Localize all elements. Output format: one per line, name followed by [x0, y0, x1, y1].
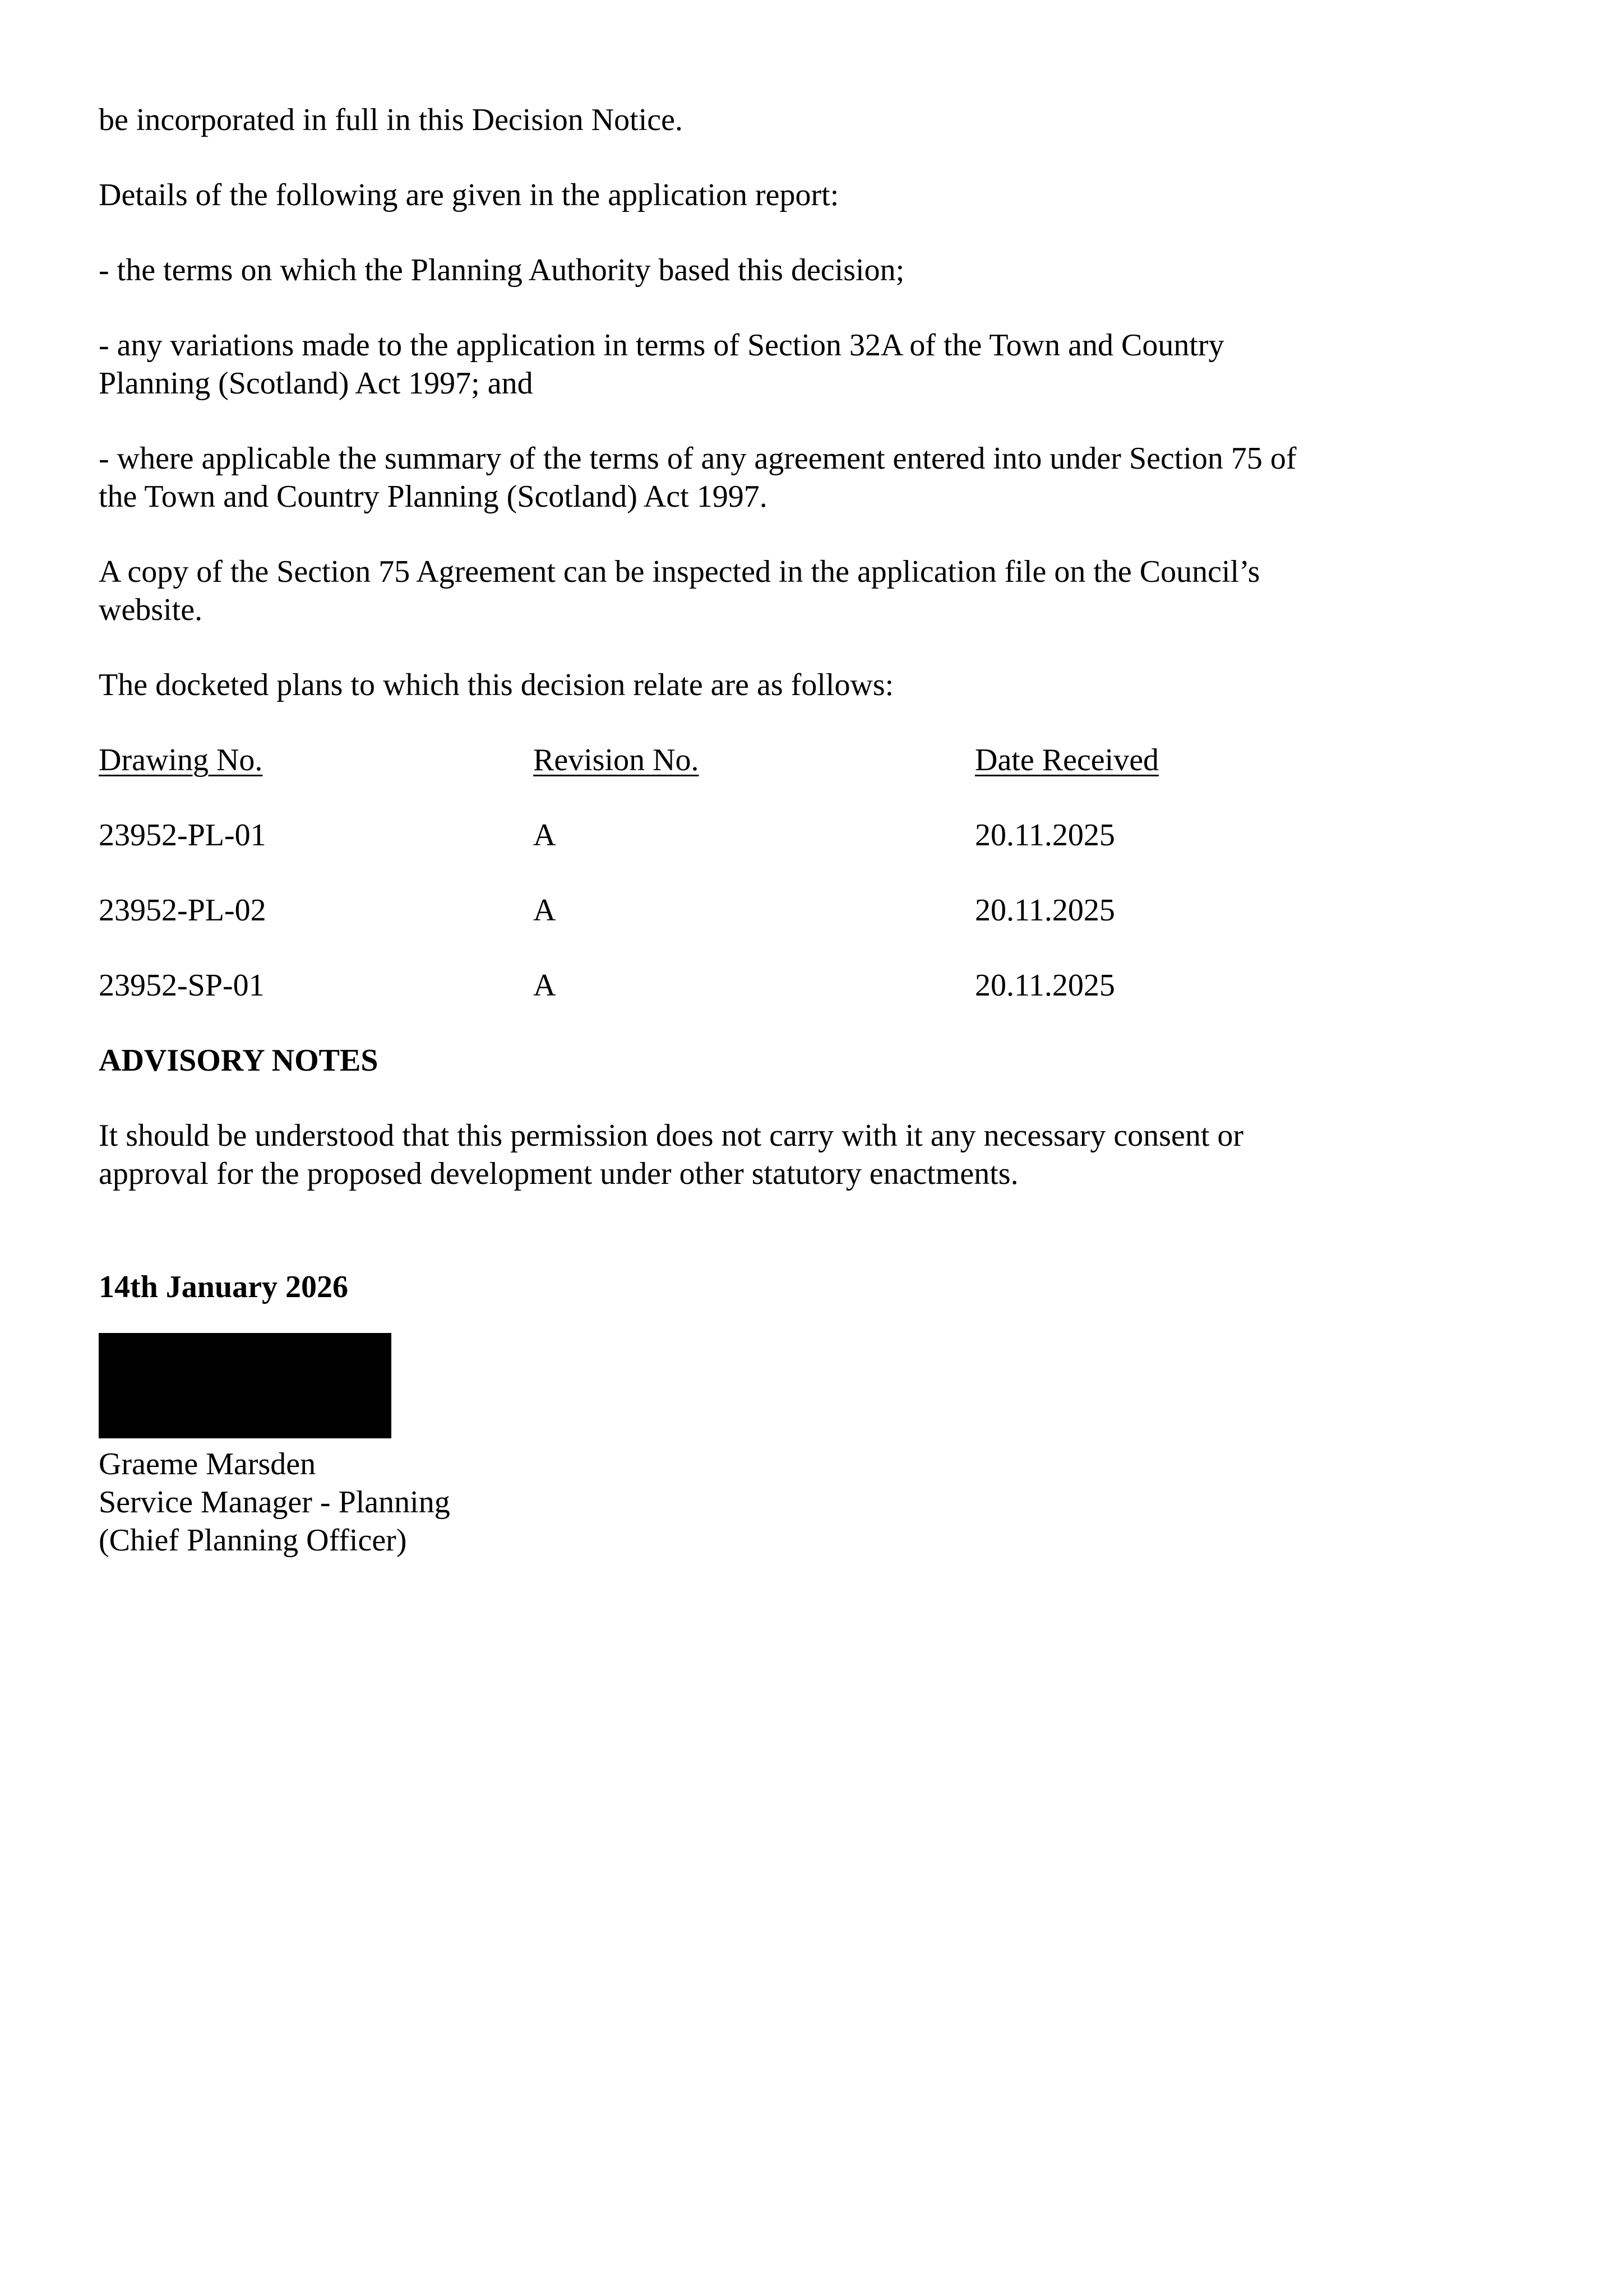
signature-block [99, 1445, 1534, 1559]
plans-table-header-row [99, 741, 1534, 779]
signatory-name: Graeme Marsden [99, 1447, 316, 1482]
cell-revision-no: A [533, 818, 556, 853]
paragraph-incorporated: be incorporated in full in this Decision Notice. [99, 103, 683, 137]
paragraph-section-75-summary [99, 439, 1534, 516]
advisory-text-line1: It should be understood that this permission does not carry with it any necessary consent or [99, 1118, 1244, 1153]
cell-drawing-no: 23952-SP-01 [99, 968, 265, 1003]
paragraph-section-75-line1: - where applicable the summary of the terms of any agreement entered into under Section 75 of [99, 441, 1297, 476]
paragraph-agreement-line2: website. [99, 592, 203, 627]
cell-revision-no: A [533, 968, 556, 1003]
paragraph-docketed-plans: The docketed plans to which this decision relate are as follows: [99, 668, 894, 702]
advisory-notes-heading: ADVISORY NOTES [99, 1043, 378, 1078]
paragraph-variations-line1: - any variations made to the application in terms of Section 32A of the Town and Country [99, 328, 1224, 363]
redacted-signature-block [99, 1333, 391, 1438]
paragraph-details-intro: Details of the following are given in the application report: [99, 178, 839, 212]
advisory-notes-text [99, 1117, 1534, 1193]
decision-date: 14th January 2026 [99, 1270, 348, 1304]
paragraph-variations [99, 326, 1534, 402]
cell-date-received: 20.11.2025 [975, 818, 1115, 853]
signatory-role: Service Manager - Planning [99, 1485, 450, 1520]
cell-drawing-no: 23952-PL-01 [99, 818, 266, 853]
decision-notice-page [99, 101, 1534, 1559]
table-row [99, 891, 1534, 929]
cell-drawing-no: 23952-PL-02 [99, 893, 266, 928]
cell-date-received: 20.11.2025 [975, 968, 1115, 1003]
header-revision-no: Revision No. [533, 743, 699, 777]
paragraph-agreement-line1: A copy of the Section 75 Agreement can be inspected in the application file on the Council’s [99, 554, 1260, 589]
paragraph-section-75-line2: the Town and Country Planning (Scotland) Act 1997. [99, 479, 767, 514]
signatory-title: (Chief Planning Officer) [99, 1523, 407, 1558]
plans-table [99, 741, 1534, 1004]
cell-revision-no: A [533, 893, 556, 928]
table-row [99, 966, 1534, 1004]
advisory-text-line2: approval for the proposed development under other statutory enactments. [99, 1156, 1019, 1191]
header-drawing-no: Drawing No. [99, 743, 263, 777]
paragraph-terms: - the terms on which the Planning Authority based this decision; [99, 253, 905, 288]
header-date-received: Date Received [975, 743, 1159, 777]
paragraph-agreement-copy [99, 553, 1534, 629]
table-row [99, 816, 1534, 854]
cell-date-received: 20.11.2025 [975, 893, 1115, 928]
paragraph-variations-line2: Planning (Scotland) Act 1997; and [99, 366, 533, 401]
